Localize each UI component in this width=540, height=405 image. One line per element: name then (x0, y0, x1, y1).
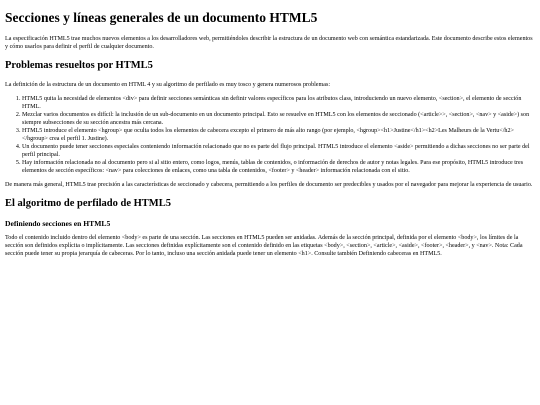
defining-sections-subheading: Definiendo secciones en HTML5 (5, 218, 111, 228)
intro-paragraph: La especificación HTML5 trae muchos nuevos elementos a los desarrolladores web, permitiéndoles describir la estructura de un documento web con semántica estandarizada. Este documento describe estos elementos y cómo usarlos para definir el perfil de cualquier documento. (5, 36, 533, 51)
problems-list (5, 95, 535, 175)
list-item: 4. Un documento puede tener secciones especiales conteniendo información relacionado que no es parte del flujo principal. HTML5 introduce el elemento <aside> permitiendo a dichas secciones no ser parte del perfil principal. (22, 143, 535, 159)
defining-sections-paragraph: Todo el contenido incluido dentro del elemento <body> es parte de una sección. Las secciones en HTML5 pueden ser anidadas. Además de la sección principal, definida por el elemento <body>, los límites de la sección son definidos explícita o implícitamente. Las secciones definidas explícitamente son el contenido definido en las etiquetas <body>, <section>, <article>, <aside>, <footer>, <header>, y <nav>. Nota: Cada sección puede tener su propia jerarquía de cabeceras. Por lo tanto, incluso una sección anidada puede tener un elemento <h1>. Consulte también Definiendo cabeceras en HTML5. (5, 234, 523, 257)
problems-heading: Problemas resueltos por HTML5 (5, 60, 153, 72)
list-item: 3. HTML5 introduce el elemento <hgroup> que oculta todos los elementos de cabecera excepto el primero de más alto rango (por ejemplo, <hgroup><h1>Justine</h1><h2>Les Malheurs de la Vertu</h2></hgroup> crea el perfil 1. Justine). (22, 127, 535, 143)
list-item: 5. Hay información relacionada no al documento pero si al sitio entero, como logos, menús, tablas de contenidos, o información de derechos de autor y notas legales. Para ese propósito, HTML5 introduce tres elementos de sección específicos: <nav> para colecciones de enlaces, como una tabla de contenidos, <footer> y <header> información relacionada con el sitio. (22, 159, 535, 175)
page-title: Secciones y líneas generales de un documento HTML5 (5, 10, 318, 25)
problems-lead-paragraph: La definición de la estructura de un documento en HTML 4 y su algoritmo de perfilado es muy tosco y genera numerosos problemas: (5, 81, 331, 88)
algorithm-heading: El algoritmo de perfilado de HTML5 (5, 198, 171, 210)
list-item: 2. Mezclar varios documentos es difícil: la inclusión de un sub-documento en un documento principal. Esto se resuelve en HTML5 con los elementos de seccionado (<article>>, <section>, <nav> y <aside>) son siempre subsecciones de su sección ancestra más cercana. (22, 111, 535, 127)
problems-closing-paragraph: De manera más general, HTML5 trae precisión a las características de seccionado y cabecera, permitiendo a los perfiles de documento ser predecibles y usados por el navegador para mejorar la experiencia de usuario. (5, 182, 533, 189)
list-item: 1. HTML5 quita la necesidad de elementos <div> para definir secciones semánticas sin definir valores específicos para los atributos class, introduciendo un nuevo elemento, <section>, el elemento de sección HTML. (22, 95, 535, 111)
